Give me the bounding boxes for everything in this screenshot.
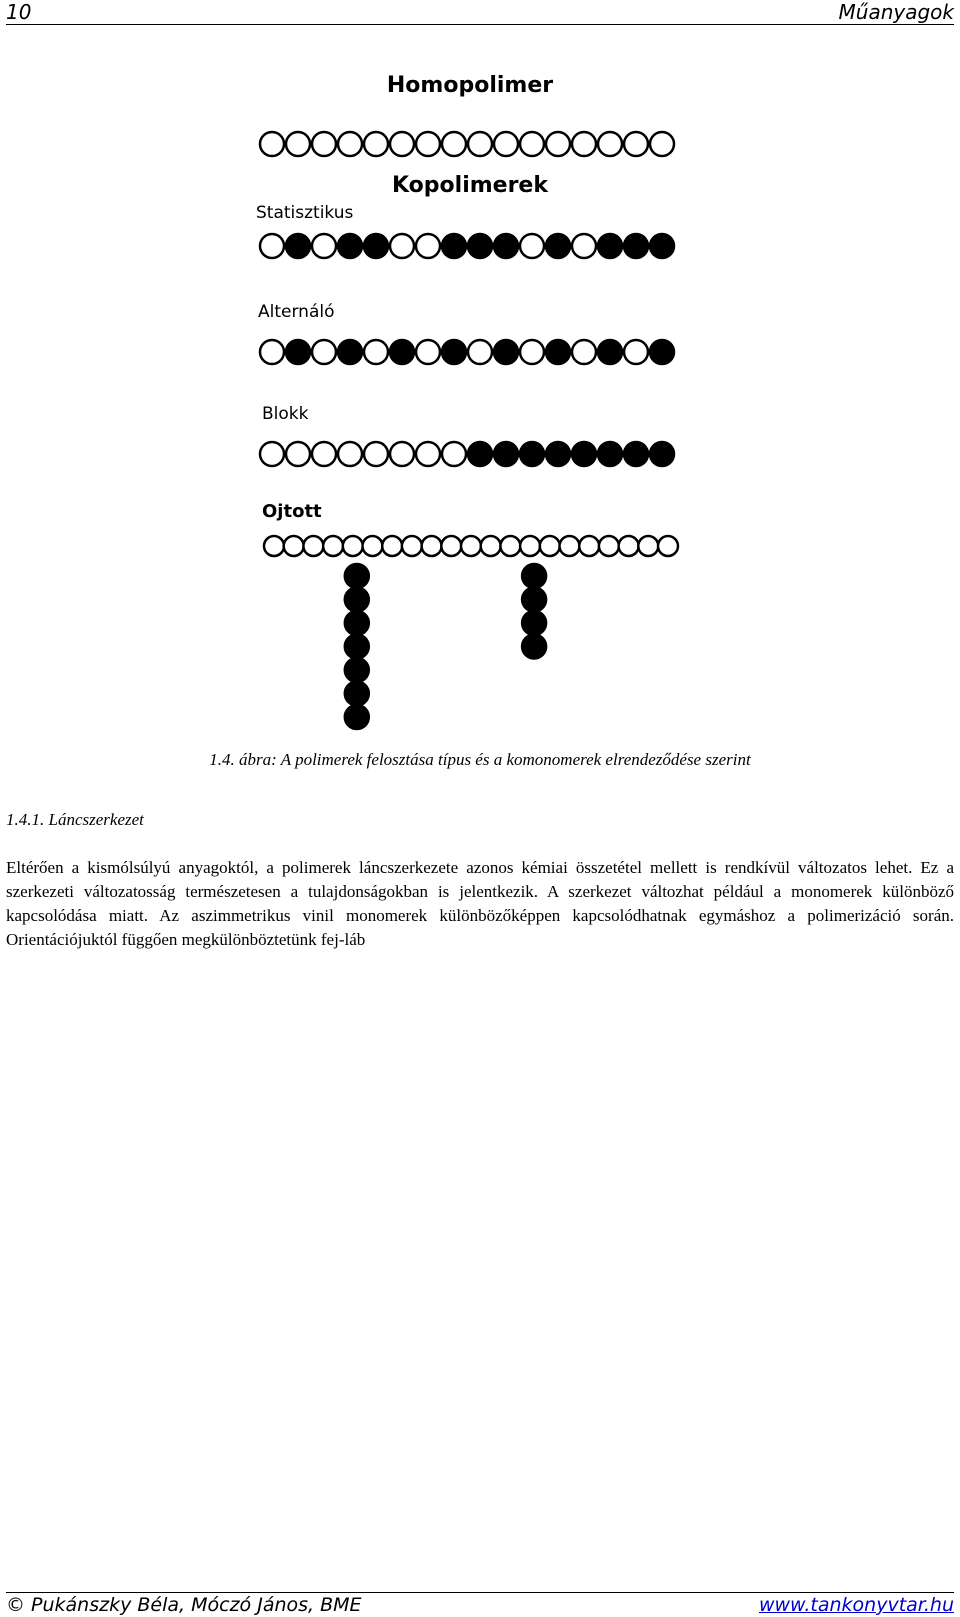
section-title: 1.4.1. Láncszerkezet [6, 810, 144, 829]
footer-link[interactable]: www.tankonyvtar.hu [758, 1594, 954, 1616]
blokk-chain [260, 442, 674, 466]
graft-monomer [522, 588, 546, 612]
filled-monomer [494, 234, 518, 258]
empty-monomer [494, 132, 518, 156]
backbone-monomer [264, 536, 284, 556]
empty-monomer [468, 340, 492, 364]
graft-monomer [522, 635, 546, 659]
empty-monomer [416, 234, 440, 258]
filled-monomer [442, 340, 466, 364]
empty-monomer [624, 340, 648, 364]
filled-monomer [468, 234, 492, 258]
empty-monomer [416, 132, 440, 156]
ojtott-label: Ojtott [262, 501, 322, 522]
filled-monomer [624, 234, 648, 258]
filled-monomer [598, 442, 622, 466]
homopolimer-title: Homopolimer [386, 73, 554, 98]
filled-monomer [650, 234, 674, 258]
empty-monomer [312, 234, 336, 258]
graft-monomer [345, 564, 369, 588]
filled-monomer [442, 234, 466, 258]
empty-monomer [364, 442, 388, 466]
empty-monomer [520, 132, 544, 156]
empty-monomer [312, 132, 336, 156]
blokk-label: Blokk [262, 404, 309, 424]
statisztikus-chain [260, 234, 674, 258]
empty-monomer [520, 340, 544, 364]
running-title: Műanyagok [838, 0, 954, 24]
statisztikus-label: Statisztikus [256, 203, 354, 223]
filled-monomer [364, 234, 388, 258]
empty-monomer [598, 132, 622, 156]
filled-monomer [546, 340, 570, 364]
empty-monomer [312, 442, 336, 466]
polymer-diagram [250, 62, 710, 742]
filled-monomer [520, 442, 544, 466]
backbone-monomer [658, 536, 678, 556]
empty-monomer [312, 340, 336, 364]
caption-number: 1.4. ábra [209, 750, 272, 769]
filled-monomer [598, 234, 622, 258]
filled-monomer [468, 442, 492, 466]
empty-monomer [442, 132, 466, 156]
empty-monomer [546, 132, 570, 156]
backbone-monomer [638, 536, 658, 556]
filled-monomer [338, 340, 362, 364]
filled-monomer [390, 340, 414, 364]
filled-monomer [286, 234, 310, 258]
backbone-monomer [382, 536, 402, 556]
backbone-monomer [402, 536, 422, 556]
empty-monomer [260, 340, 284, 364]
alternalo-label: Alternáló [258, 302, 335, 322]
footer-authors: © Pukánszky Béla, Móczó János, BME [6, 1594, 362, 1616]
empty-monomer [416, 340, 440, 364]
backbone-monomer [599, 536, 619, 556]
backbone-monomer [619, 536, 639, 556]
empty-monomer [390, 234, 414, 258]
filled-monomer [650, 442, 674, 466]
kopolimerek-title: Kopolimerek [392, 173, 548, 198]
filled-monomer [572, 442, 596, 466]
graft-monomer [522, 564, 546, 588]
backbone-monomer [461, 536, 481, 556]
empty-monomer [442, 442, 466, 466]
filled-monomer [494, 442, 518, 466]
polymer-types-figure [250, 62, 710, 742]
backbone-monomer [422, 536, 442, 556]
empty-monomer [572, 234, 596, 258]
alternalo-chain [260, 340, 674, 364]
homopolimer-chain [260, 132, 674, 156]
graft-monomer [345, 611, 369, 635]
backbone-monomer [481, 536, 501, 556]
empty-monomer [624, 132, 648, 156]
graft-monomer [345, 682, 369, 706]
graft-monomer [345, 705, 369, 729]
empty-monomer [364, 340, 388, 364]
page-footer [6, 1592, 954, 1617]
filled-monomer [650, 340, 674, 364]
backbone-monomer [579, 536, 599, 556]
backbone-monomer [540, 536, 560, 556]
empty-monomer [390, 132, 414, 156]
backbone-monomer [520, 536, 540, 556]
filled-monomer [546, 442, 570, 466]
empty-monomer [260, 442, 284, 466]
graft-monomer [522, 611, 546, 635]
empty-monomer [286, 132, 310, 156]
filled-monomer [286, 340, 310, 364]
backbone-monomer [323, 536, 343, 556]
empty-monomer [650, 132, 674, 156]
ojtott-chain [264, 536, 678, 729]
filled-monomer [494, 340, 518, 364]
page-header [6, 0, 954, 25]
backbone-monomer [500, 536, 520, 556]
empty-monomer [338, 132, 362, 156]
backbone-monomer [363, 536, 383, 556]
backbone-monomer [284, 536, 304, 556]
graft-monomer [345, 658, 369, 682]
backbone-monomer [560, 536, 580, 556]
empty-monomer [520, 234, 544, 258]
empty-monomer [260, 234, 284, 258]
empty-monomer [260, 132, 284, 156]
graft-monomer [345, 635, 369, 659]
empty-monomer [338, 442, 362, 466]
empty-monomer [416, 442, 440, 466]
graft-monomer [345, 588, 369, 612]
empty-monomer [286, 442, 310, 466]
filled-monomer [546, 234, 570, 258]
filled-monomer [624, 442, 648, 466]
backbone-monomer [343, 536, 363, 556]
backbone-monomer [303, 536, 323, 556]
filled-monomer [338, 234, 362, 258]
empty-monomer [572, 132, 596, 156]
empty-monomer [364, 132, 388, 156]
body-paragraph: Eltérően a kismólsúlyú anyagoktól, a polimerek láncszerkezete azonos kémiai összetétel mellett is rendkívül változatos lehet. Ez a szerkezeti változatosság természetesen a tulajdonságokban is jelentkezik. A szerkezet változhat például a monomerek különböző kapcsolódása miatt. Az aszimmetrikus vinil monomerek különbözőképpen kapcsolódhatnak egymáshoz a polimerizáció során. Orientációjuktól függően megkülönböztetünk fej-láb [6, 858, 954, 949]
caption-text: : A polimerek felosztása típus és a komonomerek elrendeződése szerint [271, 750, 751, 769]
figure-caption [0, 750, 960, 770]
page-number: 10 [6, 0, 32, 24]
backbone-monomer [441, 536, 461, 556]
empty-monomer [468, 132, 492, 156]
empty-monomer [390, 442, 414, 466]
empty-monomer [572, 340, 596, 364]
filled-monomer [598, 340, 622, 364]
